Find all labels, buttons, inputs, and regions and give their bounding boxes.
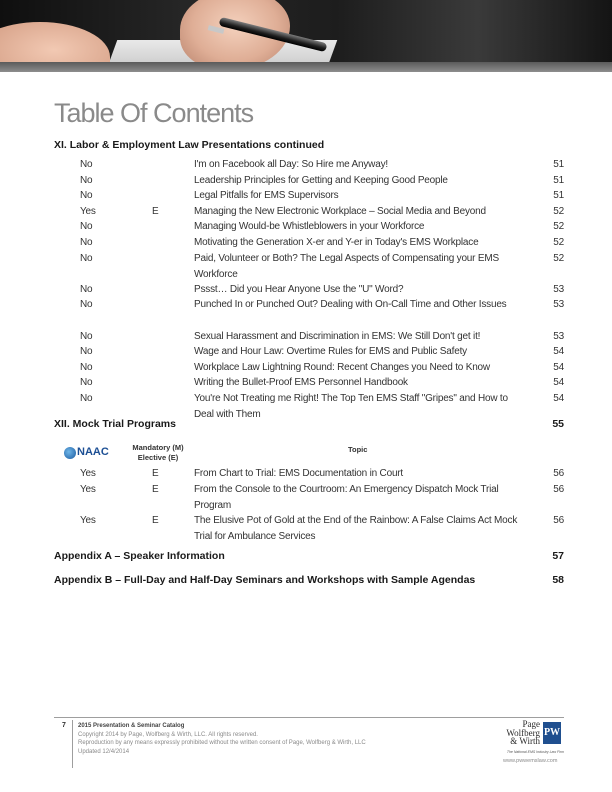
footer-rule [54, 717, 564, 718]
topic-title: Managing Would-be Whistleblowers in your Workforce [194, 221, 425, 233]
page-number: 51 [553, 190, 564, 202]
mandatory-value: No [80, 237, 93, 248]
mandatory-value: No [80, 393, 93, 404]
mandatory-value: Yes [80, 468, 96, 479]
topic-title: Leadership Principles for Getting and Keeping Good People [194, 174, 448, 186]
column-header-mode: Mandatory (M) Elective (E) [132, 443, 184, 462]
column-header-topic: Topic [348, 445, 368, 454]
firm-logo-line3: & Wirth [510, 736, 540, 746]
topic-title: Motivating the Generation X-er and Y-er in Today's EMS Workplace [194, 237, 479, 248]
topic-title: From the Console to the Courtroom: An Emergency Dispatch Mock Trial Program [194, 483, 499, 511]
topic-title: From Chart to Trial: EMS Documentation in Court [194, 468, 404, 479]
page-number: 52 [553, 221, 564, 233]
footer-divider [72, 720, 73, 768]
page-number: 53 [553, 299, 564, 311]
topic-title: Legal Pitfalls for EMS Supervisors [194, 190, 339, 202]
mandatory-value: Yes [80, 205, 96, 217]
appendix-b-heading: Appendix B – Full-Day and Half-Day Seminars and Workshops with Sample Agendas [54, 574, 476, 586]
topic-title: I'm on Facebook all Day: So Hire me Anyway! [194, 159, 388, 170]
footer-url: www.pwwemslaw.com [503, 758, 558, 764]
mandatory-value: No [80, 346, 93, 358]
firm-logo-mark: PW [543, 722, 561, 744]
naac-swoosh-icon [64, 447, 76, 459]
footer-page-number: 7 [62, 722, 66, 729]
desk-image [0, 62, 612, 72]
page-number: 54 [553, 393, 564, 404]
mandatory-value: No [80, 377, 93, 389]
topic-title: Wage and Hour Law: Overtime Rules for EMS and Public Safety [194, 346, 467, 358]
appendix-a-heading: Appendix A – Speaker Information [54, 550, 225, 562]
appendix-a-page: 57 [552, 550, 564, 562]
mandatory-value: No [80, 252, 93, 264]
firm-logo-tagline: The National EMS Industry Law Firm [506, 750, 564, 754]
page-number: 52 [553, 252, 564, 264]
section-xii-page: 55 [552, 418, 564, 430]
topic-title: Punched In or Punched Out? Dealing with On-Call Time and Other Issues [194, 299, 507, 311]
mandatory-value: No [80, 361, 93, 373]
naac-logo [64, 445, 114, 461]
page-number: 54 [553, 346, 564, 358]
topic-title: Managing the New Electronic Workplace – Social Media and Beyond [194, 205, 486, 217]
firm-logo-line1: Page [522, 719, 540, 729]
page-number: 56 [553, 514, 564, 526]
firm-logo-names [496, 720, 540, 746]
topic-title: Paid, Volunteer or Both? The Legal Aspects of Compensating your EMS Workforce [194, 252, 499, 280]
elective-value: E [152, 205, 159, 217]
mandatory-value: No [80, 190, 93, 202]
topic-title: Pssst… Did you Hear Anyone Use the "U" Word? [194, 283, 404, 295]
page-title: Table Of Contents [54, 98, 254, 128]
firm-logo-line2: Wolfberg [506, 727, 540, 738]
footer-reproduction: Reproduction by any means expressly prohibited without the written consent of Page, Wolfberg & Wirth, LLC [78, 740, 366, 746]
footer-catalog-title: 2015 Presentation & Seminar Catalog [78, 723, 185, 729]
mandatory-value: No [80, 159, 93, 170]
mandatory-value: No [80, 299, 93, 311]
mandatory-value: Yes [80, 514, 96, 526]
topic-title: Workplace Law Lightning Round: Recent Changes you Need to Know [194, 361, 490, 373]
elective-value: E [152, 483, 159, 495]
header-photo [0, 0, 612, 72]
topic-title: You're Not Treating me Right! The Top Ten EMS Staff "Gripes" and How to Deal with Them [194, 393, 508, 420]
mandatory-value: Yes [80, 483, 96, 495]
mandatory-value: No [80, 221, 93, 233]
section-heading-xi: XI. Labor & Employment Law Presentations continued [54, 139, 325, 151]
page-number: 54 [553, 377, 564, 389]
section-heading-xii: XII. Mock Trial Programs [54, 418, 176, 430]
naac-logo-text: NAAC [77, 446, 109, 458]
elective-value: E [152, 514, 159, 526]
page-number: 52 [553, 205, 564, 217]
page-number: 54 [553, 361, 564, 373]
footer-text [78, 722, 366, 756]
page-number: 56 [553, 483, 564, 495]
mandatory-value: No [80, 330, 93, 342]
page-number: 51 [553, 174, 564, 186]
mandatory-value: No [80, 174, 93, 186]
topic-title: The Elusive Pot of Gold at the End of the Rainbow: A False Claims Act Mock Trial for Ambulance Services [194, 514, 518, 542]
page-number: 56 [553, 468, 564, 479]
page-number: 52 [553, 237, 564, 248]
mandatory-value: No [80, 283, 93, 295]
page-number: 53 [553, 283, 564, 295]
footer-updated: Updated 12/4/2014 [78, 748, 130, 755]
topic-title: Writing the Bullet-Proof EMS Personnel Handbook [194, 377, 408, 389]
footer-copyright: Copyright 2014 by Page, Wolfberg & Wirth, LLC. All rights reserved. [78, 731, 258, 738]
appendix-b-page: 58 [552, 574, 564, 586]
page-number: 53 [553, 330, 564, 342]
page-number: 51 [553, 159, 564, 170]
topic-title: Sexual Harassment and Discrimination in EMS: We Still Don't get it! [194, 330, 481, 342]
elective-value: E [152, 468, 159, 479]
